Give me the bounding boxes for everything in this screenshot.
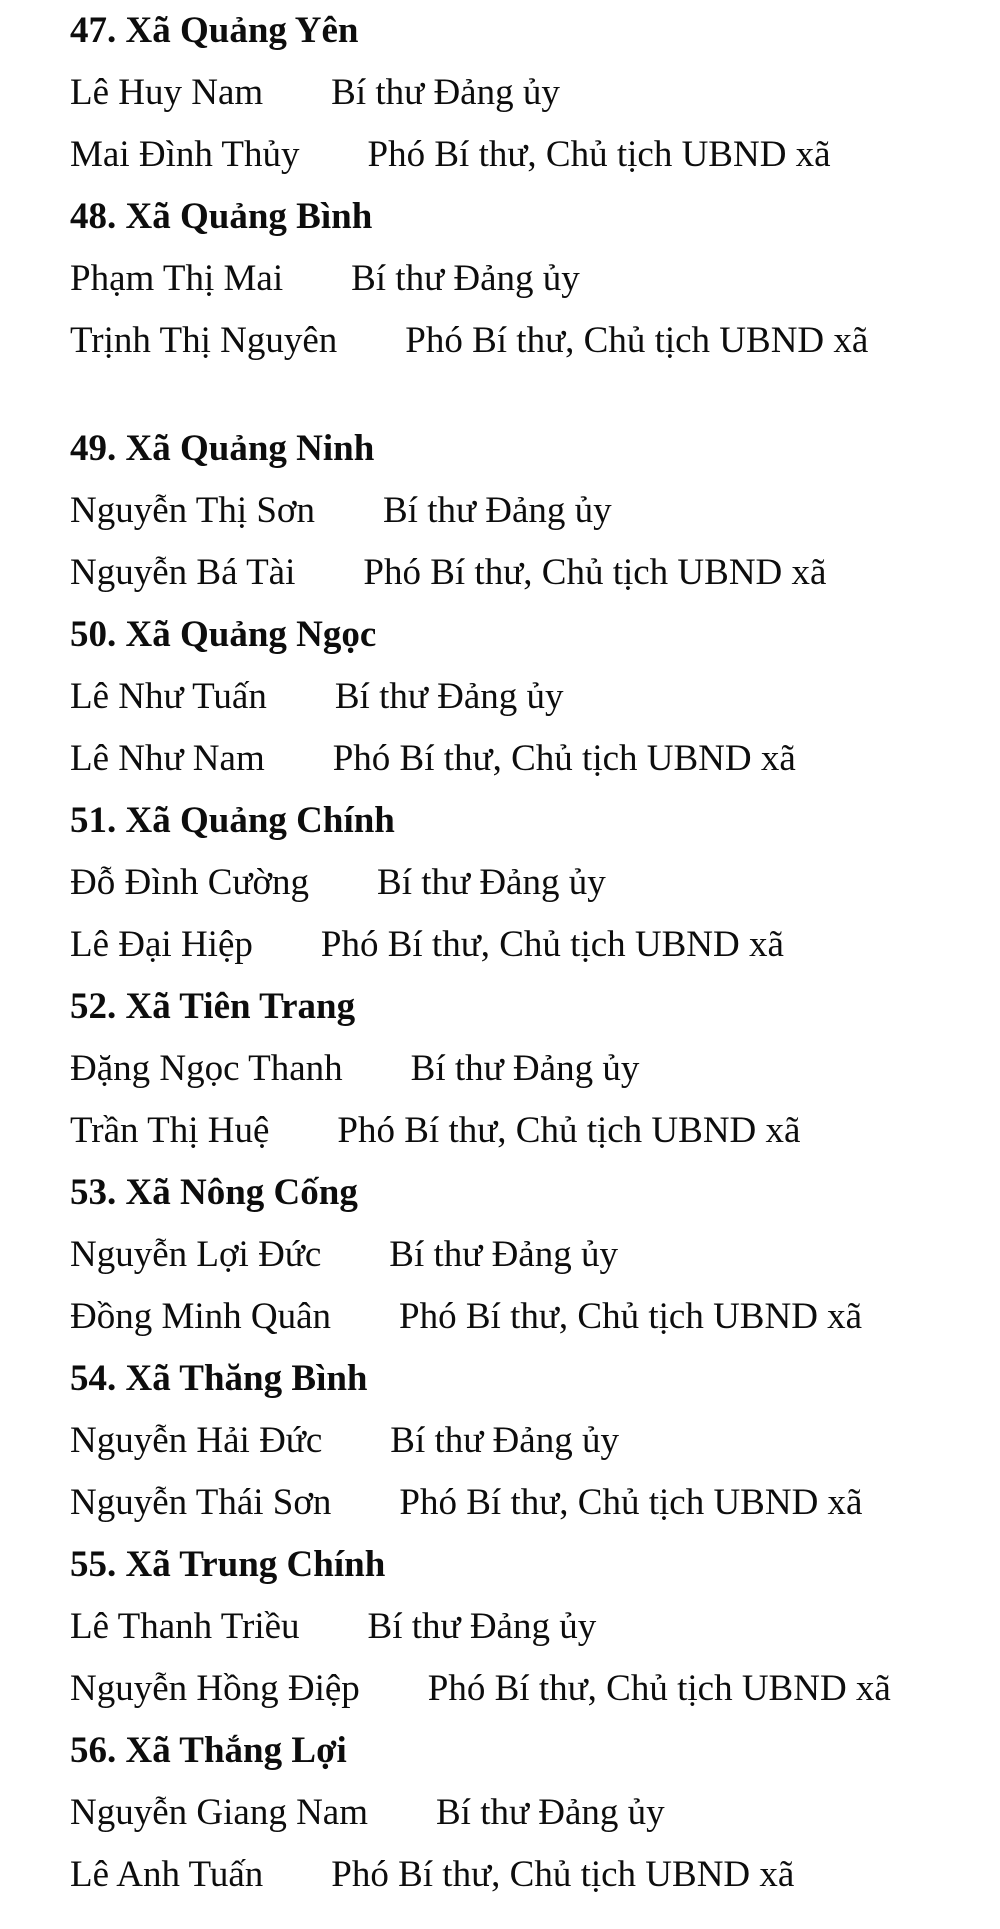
commune-section xyxy=(70,604,990,790)
commune-section xyxy=(70,1162,990,1348)
commune-heading: 48. Xã Quảng Bình xyxy=(70,196,373,237)
person-role: Phó Bí thư, Chủ tịch UBND xã xyxy=(399,1296,863,1337)
person-row xyxy=(70,1782,990,1844)
commune-section xyxy=(70,1534,990,1720)
person-name: Lê Như Nam xyxy=(70,738,265,779)
person-role: Phó Bí thư, Chủ tịch UBND xã xyxy=(427,1668,891,1709)
commune-heading: 52. Xã Tiên Trang xyxy=(70,986,356,1027)
commune-heading: 55. Xã Trung Chính xyxy=(70,1544,386,1585)
person-row xyxy=(70,310,990,372)
person-name: Lê Huy Nam xyxy=(70,72,264,113)
commune-heading: 47. Xã Quảng Yên xyxy=(70,10,359,51)
person-role: Phó Bí thư, Chủ tịch UBND xã xyxy=(405,320,869,361)
person-row xyxy=(70,1100,990,1162)
person-name: Lê Anh Tuấn xyxy=(70,1854,264,1895)
person-role: Bí thư Đảng ủy xyxy=(389,1234,618,1275)
commune-section xyxy=(70,790,990,976)
person-name: Nguyễn Bá Tài xyxy=(70,552,296,593)
person-role: Bí thư Đảng ủy xyxy=(331,72,560,113)
person-role: Bí thư Đảng ủy xyxy=(410,1048,640,1089)
person-role: Phó Bí thư, Chủ tịch UBND xã xyxy=(320,924,784,965)
person-role: Phó Bí thư, Chủ tịch UBND xã xyxy=(367,134,831,175)
person-row xyxy=(70,728,990,790)
person-row xyxy=(70,1038,990,1100)
person-row xyxy=(70,852,990,914)
person-name: Lê Như Tuấn xyxy=(70,676,267,717)
person-role: Phó Bí thư, Chủ tịch UBND xã xyxy=(331,1854,795,1895)
commune-heading: 53. Xã Nông Cống xyxy=(70,1172,358,1213)
person-row xyxy=(70,480,990,542)
commune-heading: 50. Xã Quảng Ngọc xyxy=(70,614,377,655)
person-row xyxy=(70,62,990,124)
document-body xyxy=(70,0,990,1906)
person-row xyxy=(70,914,990,976)
person-name: Nguyễn Hồng Điệp xyxy=(70,1668,360,1709)
person-role: Phó Bí thư, Chủ tịch UBND xã xyxy=(399,1482,863,1523)
person-row xyxy=(70,1658,990,1720)
person-row xyxy=(70,1596,990,1658)
person-role: Phó Bí thư, Chủ tịch UBND xã xyxy=(363,552,827,593)
person-row xyxy=(70,124,990,186)
person-name: Đặng Ngọc Thanh xyxy=(70,1048,343,1089)
commune-section xyxy=(70,1720,990,1906)
person-name: Đỗ Đình Cường xyxy=(70,862,310,903)
person-row xyxy=(70,248,990,310)
commune-heading: 49. Xã Quảng Ninh xyxy=(70,428,375,469)
person-name: Nguyễn Thị Sơn xyxy=(70,490,315,531)
person-row xyxy=(70,1224,990,1286)
person-role: Bí thư Đảng ủy xyxy=(390,1420,619,1461)
commune-section xyxy=(70,0,990,186)
person-name: Lê Thanh Triều xyxy=(70,1606,300,1647)
person-row xyxy=(70,1472,990,1534)
person-name: Nguyễn Giang Nam xyxy=(70,1792,368,1833)
person-role: Bí thư Đảng ủy xyxy=(436,1792,665,1833)
person-name: Trần Thị Huệ xyxy=(70,1110,270,1151)
person-row xyxy=(70,666,990,728)
person-role: Phó Bí thư, Chủ tịch UBND xã xyxy=(337,1110,801,1151)
person-role: Phó Bí thư, Chủ tịch UBND xã xyxy=(332,738,796,779)
commune-section xyxy=(70,1348,990,1534)
commune-heading: 56. Xã Thắng Lợi xyxy=(70,1730,347,1771)
person-role: Bí thư Đảng ủy xyxy=(383,490,612,531)
person-row xyxy=(70,542,990,604)
person-role: Bí thư Đảng ủy xyxy=(351,258,580,299)
person-row xyxy=(70,1410,990,1472)
person-name: Trịnh Thị Nguyên xyxy=(70,320,338,361)
person-name: Nguyễn Thái Sơn xyxy=(70,1482,332,1523)
commune-section xyxy=(70,186,990,372)
person-name: Đồng Minh Quân xyxy=(70,1296,332,1337)
person-name: Nguyễn Hải Đức xyxy=(70,1420,323,1461)
person-row xyxy=(70,1286,990,1348)
person-role: Bí thư Đảng ủy xyxy=(377,862,606,903)
commune-section xyxy=(70,976,990,1162)
person-name: Phạm Thị Mai xyxy=(70,258,284,299)
commune-heading: 54. Xã Thăng Bình xyxy=(70,1358,368,1399)
person-row xyxy=(70,1844,990,1906)
person-role: Bí thư Đảng ủy xyxy=(367,1606,597,1647)
commune-section xyxy=(70,418,990,604)
person-role: Bí thư Đảng ủy xyxy=(334,676,564,717)
person-name: Nguyễn Lợi Đức xyxy=(70,1234,322,1275)
person-name: Mai Đình Thủy xyxy=(70,134,300,175)
commune-heading: 51. Xã Quảng Chính xyxy=(70,800,395,841)
person-name: Lê Đại Hiệp xyxy=(70,924,253,965)
